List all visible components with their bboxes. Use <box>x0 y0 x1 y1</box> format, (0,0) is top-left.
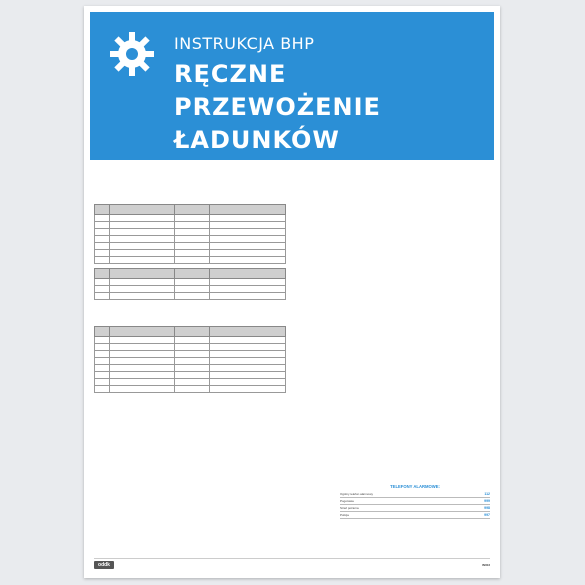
instruction-sheet <box>84 6 500 578</box>
table-3 <box>94 326 286 393</box>
text-block <box>298 328 490 340</box>
text-block <box>298 292 490 308</box>
phone-name: Straż pożarna <box>340 506 359 510</box>
phone-row <box>340 491 490 498</box>
page-title <box>174 58 474 157</box>
text-block <box>298 220 490 240</box>
title-line-2: ŁADUNKÓW <box>174 126 340 154</box>
text-block <box>298 192 490 216</box>
left-column <box>94 168 286 397</box>
phone-name: Policja <box>340 513 349 517</box>
phone-number: 997 <box>484 513 490 517</box>
emergency-phones <box>340 484 490 519</box>
emergency-phones-title: TELEFONY ALARMOWE: <box>390 484 440 489</box>
phone-row <box>340 498 490 505</box>
table-2 <box>94 268 286 300</box>
header-kicker: INSTRUKCJA BHP <box>174 34 315 53</box>
phone-row <box>340 505 490 512</box>
footer <box>94 558 490 571</box>
phone-number: 999 <box>484 499 490 503</box>
text-block <box>298 168 490 188</box>
text-block <box>94 172 286 200</box>
title-line-1: RĘCZNE PRZEWOŻENIE <box>174 60 381 121</box>
text-block <box>94 304 286 324</box>
table-1 <box>94 204 286 264</box>
right-column <box>298 168 490 342</box>
text-block <box>298 264 490 288</box>
phone-number: 112 <box>484 492 490 496</box>
gear-icon <box>108 30 156 78</box>
text-block <box>298 312 490 324</box>
phone-number: 998 <box>484 506 490 510</box>
document-code: IN003 <box>481 563 490 567</box>
phone-name: Ogólny telefon alarmowy <box>340 492 374 496</box>
phone-name: Pogotowie <box>340 499 355 503</box>
phone-row <box>340 512 490 519</box>
company-logo: oddk <box>94 561 114 569</box>
header-banner <box>90 12 494 160</box>
text-block <box>298 244 490 260</box>
